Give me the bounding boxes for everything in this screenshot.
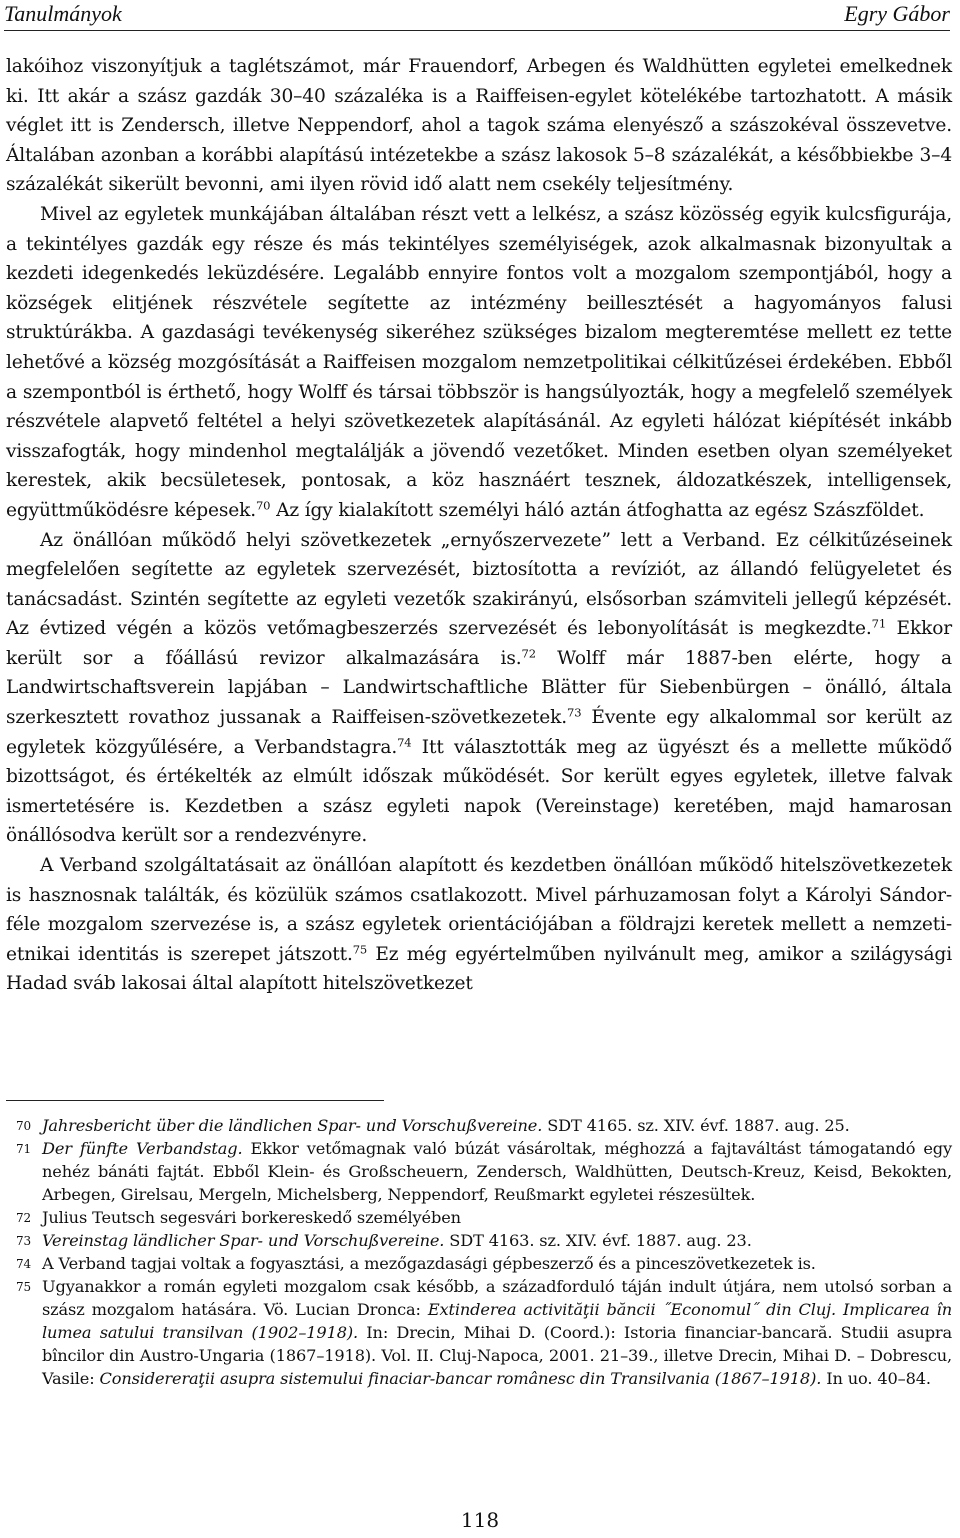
paragraph-3: Az önállóan működő helyi szövetkezetek „ernyőszervezete” lett a Verband. Ez célkitűzéseinek megfelelően segítette az egyletek szervezését, biztosította a revíziót, az állandó felügyeletet és tanácsadást. Szintén segítette az egyleti vezetők szakirányú, elsősorban számviteli jellegű képzését. Az évtized végén a közös vetőmagbeszerzés szervezését és lebonyolítását is megkezdte.$^{71}$ Ekkor került sor a főállású revizor alkalmazására is.$^{72}$ Wolff már 1887-ben elérte, hogy a Landwirtschaftsverein lapjában – Landwirtschaftliche Blätter für Siebenbürgen – önálló, általa szerkesztett rovathoz jussanak a Raiffeisen-szövetkezetek.$^{73}$ Évente egy alkalommal sor került az egyletek közgyűlésére, a Verbandstagra.$^{74}$ Itt választották meg az ügyészt és a mellette működő bizottságot, és értékelték az elmúlt időszak működését. Sor került egyes egyletek, illetve falvak ismertetésére is. Kezdetben a szász egyleti napok (Vereinstage) keretében, majd hamarosan önállósodva került sor a rendezvényre. bbox=[6, 529, 952, 847]
footnote-number: 72 bbox=[16, 1211, 31, 1225]
footnote-ref-71[interactable]: 71 bbox=[871, 616, 886, 631]
paragraph-2: Mivel az egyletek munkájában általában részt vett a lelkész, a szász közösség egyik kulcsfigurája, a tekintélyes gazdák egy része és más tekintélyes személyiségek, azok alkalmasnak bizonyultak a kezdeti idegenkedés leküzdésére. Legalább ennyire fontos volt a mozgalom szempontjából, hogy a községek elitjének részvétele segítette az intézmény beillesztését a hagyományos falusi struktúrákba. A gazdasági tevékenység sikeréhez szükséges bizalom megteremtése mellett ez tette lehetővé a község mozgósítását a Raiffeisen mozgalom nemzetpolitikai célkitűzései érdekében. Ebből a szempontból is érthető, hogy Wolff és társai többször is hangsúlyozták, hogy a megfelelő személyek részvétele alapvető feltétel a helyi szövetkezetek alapításánál. Az egyleti hálózat kiépítését inkább visszafogták, hogy mindenhol megtalálják a jövendő vezetőket. Minden esetben olyan személyeket kerestek, akik becsületesek, pontosak, a köz hasznáért tesznek, áldozatkészek, intelligensek, együttműködésre képesek.$^{70}$ Az így kialakított személyi háló aztán átfoghatta az egész Szászföldet. bbox=[6, 203, 952, 521]
footnote-75: 75 Ugyanakkor a román egyleti mozgalom csak később, a századforduló táján indult útjára, nem utolsó sorban a szász mozgalom hatására. Vö. Lucian Dronca: Extinderea activităţii băncii ˝Economul˝ din Cluj. Implicarea în lumea satului transilvan (1902–1918). In: Drecin, Mihai D. (Coord.): Istoria financiar-bancară. Studii asupra bîncilor din Austro-Ungaria (1867–1918). Vol. II. Cluj-Napoca, 2001. 21–39., illetve Drecin, Mihai D. – Dobrescu, Vasile: Considereraţii asupra sistemului finaciar-bancar românesc din Transilvania (1867–1918). In uo. 40–84. bbox=[16, 1277, 952, 1388]
footnote-74: 74 A Verband tagjai voltak a fogyasztási, a mezőgazdasági gépbeszerző és a pinceszövetkezetek is. bbox=[6, 1252, 952, 1275]
footnote-ref-72[interactable]: 72 bbox=[521, 646, 536, 661]
footnote-number: 70 bbox=[16, 1119, 31, 1133]
header-section-title: Tanulmányok bbox=[4, 1, 122, 26]
footnote-ref-75[interactable]: 75 bbox=[352, 942, 368, 957]
footnote-72: 72 Julius Teutsch segesvári borkereskedő személyében bbox=[6, 1206, 952, 1229]
paragraph-1: lakóihoz viszonyítjuk a taglétszámot, már Frauendorf, Arbegen és Waldhütten egyletei emelkednek ki. Itt akár a szász gazdák 30–40 százaléka is a Raiffeisen-egylet kötelékébe tartozhatott. A másik véglet itt is Zendersch, illetve Neppendorf, ahol a tagok száma elenyésző a szászokéval összevetve. Általában azonban a korábbi alapítású intézetekbe a szász lakosok 5–8 százalékát, a későbbiekbe 3–4 százalékát sikerült bevonni, ami ilyen rövid idő alatt nem csekély teljesítmény. bbox=[6, 56, 952, 196]
footnote-number: 75 bbox=[16, 1280, 31, 1294]
page-number: 118 bbox=[460, 1508, 500, 1532]
footnote-ref-73[interactable]: 73 bbox=[567, 705, 582, 720]
footnote-number: 74 bbox=[16, 1257, 31, 1271]
footnote-73: 73 Vereinstag ländlicher Spar- und Vorschußvereine. SDT 4163. sz. XIV. évf. 1887. aug. 23. bbox=[6, 1229, 952, 1252]
footnote-number: 71 bbox=[16, 1142, 31, 1156]
footnote-ref-70[interactable]: 70 bbox=[255, 498, 271, 513]
footnote-70: 70 Jahresbericht über die ländlichen Spar- und Vorschußvereine. SDT 4165. sz. XIV. évf. 1887. aug. 25. bbox=[6, 1114, 952, 1137]
footnotes bbox=[6, 1114, 952, 1390]
header-author: Egry Gábor bbox=[844, 1, 950, 26]
main-text bbox=[6, 52, 952, 999]
footnote-divider bbox=[6, 1100, 384, 1101]
footnote-number: 73 bbox=[16, 1234, 31, 1248]
paragraph-4: A Verband szolgáltatásait az önállóan alapított és kezdetben önállóan működő hitelszövetkezetek is hasznosnak találták, és közülük számos csatlakozott. Mivel párhuzamosan folyt a Károlyi Sándor-féle mozgalom szervezése is, a szász egyletek orientációjában a földrajzi keretek mellett a nemzeti-etnikai identitás is szerepet játszott.$^{75}$ Ez még egyértelműben nyilvánult meg, amikor a szilágysági Hadad sváb lakosai által alapított hitelszövetkezet bbox=[6, 855, 952, 995]
running-header bbox=[4, 0, 950, 31]
footnote-ref-74[interactable]: 74 bbox=[397, 735, 412, 750]
footnote-71: 71 Der fünfte Verbandstag. Ekkor vetőmagnak való búzát vásároltak, méghozzá a fajtaváltást támogatandó egy nehéz bánáti fajtát. Ebből Klein- és Großscheuern, Zendersch, Waldhütten, Deutsch-Kreuz, Keisd, Bekokten, Arbegen, Girelsau, Mergeln, Michelsberg, Neppendorf, Reußmarkt egyletei részesültek. bbox=[16, 1139, 952, 1204]
